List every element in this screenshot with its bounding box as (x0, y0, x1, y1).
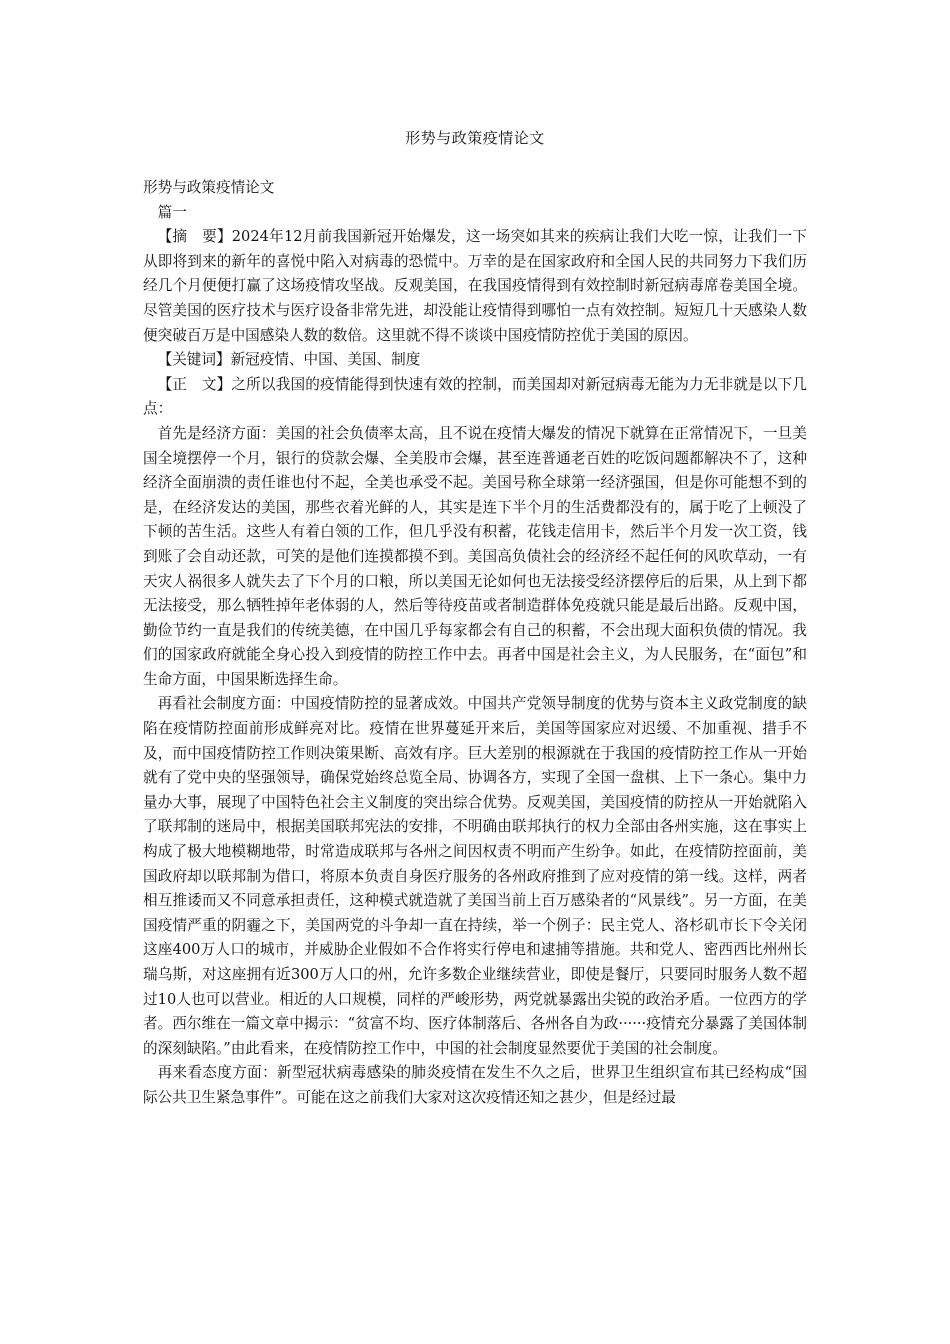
document-body (143, 176, 807, 1111)
economy-paragraph: 首先是经济方面：美国的社会负债率太高，且不说在疫情大爆发的情况下就算在正常情况下，一旦美国全境摆停一个月，银行的贷款会爆、全美股市会爆，甚至连普通老百姓的吃饭问题都解决不了，这种经济全面崩溃的责任谁也付不起，全美也承受不起。美国号称全球第一经济强国，但是你可能想不到的是，在经济发达的美国，那些衣着光鲜的人，其实是连下半个月的生活费都没有的，属于吃了上顿没了下顿的苦生活。这些人有着白领的工作，但几乎没有积蓄，花钱走信用卡，然后半个月发一次工资，钱到账了会自动还款，可笑的是他们连摸都摸不到。美国高负债社会的经济经不起任何的风吹草动，一有天灾人祸很多人就失去了下个月的口粮，所以美国无论如何也无法接受经济摆停后的后果，从上到下都无法接受，那么牺牲掉年老体弱的人，然后等待疫苗或者制造群体免疫就只能是最后出路。反观中国，勤俭节约一直是我们的传统美德，在中国几乎每家都会有自己的积蓄，不会出现大面积负债的情况。我们的国家政府就能全身心投入到疫情的防控工作中去。再者中国是社会主义，为人民服务，在“面包”和生命方面，中国果断选择生命。 (143, 424, 807, 688)
social-system-paragraph: 再看社会制度方面：中国疫情防控的显著成效。中国共产党领导制度的优势与资本主义政党制度的缺陷在疫情防控面前形成鲜亮对比。疫情在世界蔓延开来后，美国等国家应对迟缓、不加重视、措手不及，而中国疫情防控工作则决策果断、高效有序。巨大差别的根源就在于我国的疫情防控工作从一开始就有了党中央的坚强领导，确保党始终总览全局、协调各方，实现了全国一盘棋、上下一条心。集中力量办大事，展现了中国特色社会主义制度的突出综合优势。反观美国，美国疫情的防控从一开始就陷入了联邦制的迷局中，根据美国联邦宪法的安排，不明确由联邦执行的权力全部由各州实施，这在事实上构成了极大地模糊地带，时常造成联邦与各州之间因权责不明而产生纷争。如此，在疫情防控面前，美国政府却以联邦制为借口，将原本负责自身医疗服务的各州政府推到了应对疫情的第一线。这样，两者相互推诿而又不同意承担责任，这种模式就造就了美国当前上百万感染者的“风景线”。另一方面，在美国疫情严重的阴霾之下，美国两党的斗争却一直在持续，举一个例子：民主党人、洛杉矶市长下令关闭这座400万人口的城市，并威胁企业假如不合作将实行停电和逮捕等措施。共和党人、密西西比州州长瑞乌斯，对这座拥有近300万人口的州，允许多数企业继续营业，即使是餐厅，只要同时服务人数不超过10人也可以营业。相近的人口规模，同样的严峻形势，两党就暴露出尖锐的政治矛盾。一位西方的学者。西尔维在一篇文章中揭示：“贫富不均、医疗体制落后、各州各自为政······疫情充分暴露了美国体制的深刻缺陷。”由此看来，在疫情防控工作中，中国的社会制度显然要优于美国的社会制度。 (143, 695, 807, 1057)
document-title: 形势与政策疫情论文 (405, 129, 545, 147)
keywords-paragraph: 【关键词】新冠疫情、中国、美国、制度 (157, 351, 421, 369)
main-text-intro: 【正 文】之所以我国的疫情能得到快速有效的控制，而美国却对新冠病毒无能为力无非就是以下几点： (143, 375, 807, 418)
document-subtitle: 形势与政策疫情论文 (143, 179, 275, 196)
attitude-paragraph: 再来看态度方面：新型冠状病毒感染的肺炎疫情在发生不久之后，世界卫生组织宣布其已经构成“国际公共卫生紧急事件”。可能在这之前我们大家对这次疫情还知之甚少，但是经过最 (143, 1064, 807, 1106)
abstract-paragraph: 【摘 要】2024年12月前我国新冠开始爆发，这一场突如其来的疾病让我们大吃一惊，让我们一下从即将到来的新年的喜悦中陷入对病毒的恐慌中。万幸的是在国家政府和全国人民的共同努力下我们历经几个月便便打赢了这场疫情攻坚战。反观美国，在我国疫情得到有效控制时新冠病毒席卷美国全境。尽管美国的医疗技术与医疗设备非常先进，却没能让疫情得到哪怕一点有效控制。短短几十天感染人数便突破百万是中国感染人数的数倍。这里就不得不谈谈中国疫情防控优于美国的原因。 (143, 228, 807, 344)
section-label: 篇一 (157, 203, 187, 221)
